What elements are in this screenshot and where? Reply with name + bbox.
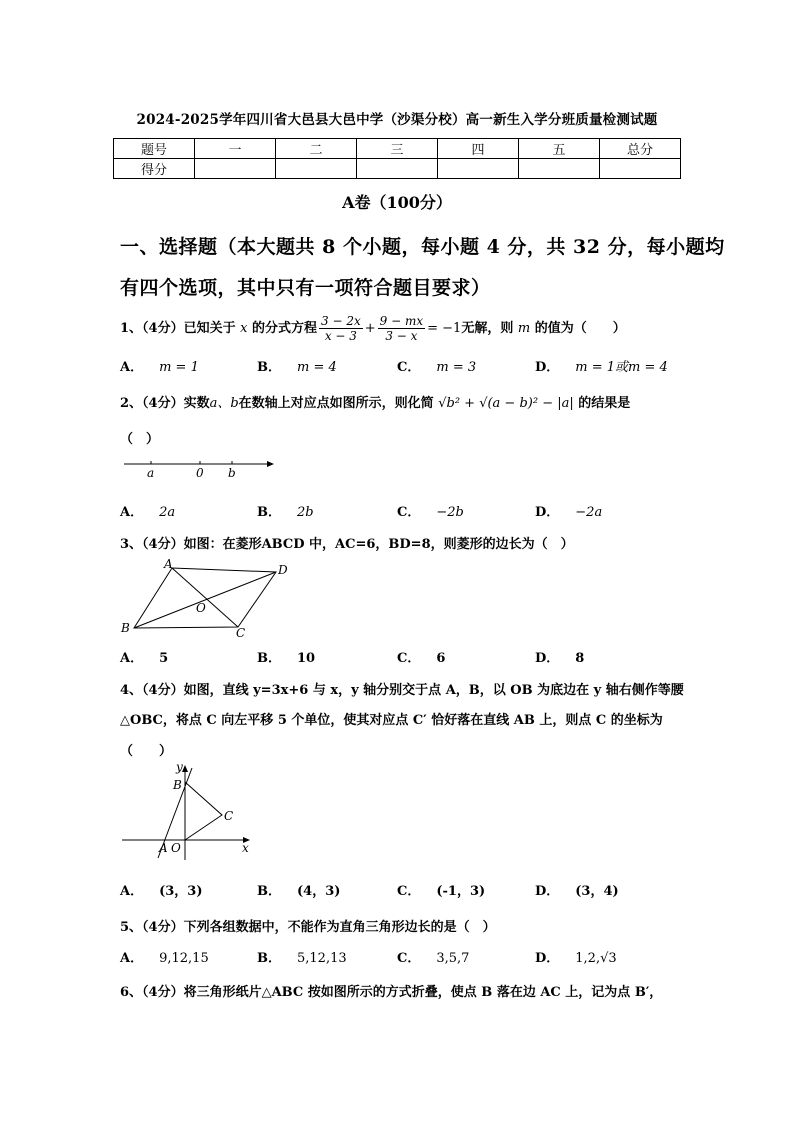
q5-option-a[interactable]: [120, 947, 209, 966]
score-row-label: 得分: [114, 159, 195, 179]
option-label: B．: [257, 505, 281, 520]
option-text: m = 4: [297, 360, 337, 375]
y-arrow-icon: [182, 765, 188, 772]
option-label: D．: [535, 951, 560, 966]
option-label: D．: [535, 651, 560, 666]
label-c: C: [236, 626, 246, 640]
score-header-cell: 五: [519, 139, 600, 159]
score-header-cell: 题号: [114, 139, 195, 159]
volume-heading: A卷（100分）: [342, 193, 452, 212]
label-a: A: [159, 841, 168, 855]
q4-option-a[interactable]: [120, 880, 203, 899]
score-cell[interactable]: [519, 159, 600, 179]
q1-var-m: m: [517, 321, 531, 336]
q2-paren: （ ）: [120, 432, 160, 447]
q2-option-a[interactable]: [120, 501, 175, 520]
option-text: 8: [575, 651, 585, 666]
option-text: −2b: [436, 505, 464, 520]
option-text: (3，3): [159, 884, 203, 899]
question-6: 6、（4分）将三角形纸片△ABC 按如图所示的方式折叠，使点 B 落在边 AC 上，记为点 B′，: [120, 985, 663, 1000]
q1-rhs: = −1: [427, 321, 462, 336]
score-cell[interactable]: [276, 159, 357, 179]
q2-option-c[interactable]: [397, 501, 464, 520]
q1-f2-num: 9 − mx: [379, 314, 424, 328]
option-text: m = 1或m = 4: [575, 360, 668, 375]
q1-fraction-2: [378, 314, 425, 343]
score-header-cell: 四: [438, 139, 519, 159]
option-text: 5: [159, 651, 169, 666]
question-4-line2: △OBC，将点 C 向左平移 5 个单位，使其对应点 C′ 恰好落在直线 AB 上，则点 C 的坐标为: [120, 713, 663, 728]
q2-expression: √b² + √(a − b)² − |a|: [438, 396, 574, 411]
score-header-cell: 一: [195, 139, 276, 159]
question-1: [120, 314, 626, 343]
option-text: 9,12,15: [159, 951, 209, 966]
q5-option-d[interactable]: [535, 947, 617, 966]
question-2: [120, 392, 630, 411]
q1-f2-den: 3 − x: [385, 329, 418, 343]
option-label: B．: [257, 360, 281, 375]
option-label: A．: [120, 951, 144, 966]
q2-suffix: 的结果是: [578, 396, 631, 411]
option-label: D．: [535, 884, 560, 899]
question-5: 5、（4分）下列各组数据中，不能作为直角三角形边长的是（ ）: [120, 920, 496, 935]
label-o: O: [171, 841, 181, 855]
option-text: m = 3: [436, 360, 477, 375]
score-table-header-row: [114, 139, 681, 159]
label-o: O: [196, 601, 206, 615]
exam-title: 2024-2025学年四川省大邑县大邑中学（沙渠分校）高一新生入学分班质量检测试题: [136, 112, 658, 128]
q1-suffix1: 无解，则: [461, 321, 514, 336]
q3-rhombus-figure: [118, 556, 298, 642]
question-3: 3、（4分）如图：在菱形ABCD 中，AC=6，BD=8，则菱形的边长为（ ）: [120, 537, 574, 552]
section-heading-line2: 有四个选项，其中只有一项符合题目要求）: [120, 277, 491, 299]
label-y: y: [176, 760, 183, 774]
option-label: C．: [397, 505, 421, 520]
q5-option-c[interactable]: [397, 947, 469, 966]
score-header-cell: 总分: [600, 139, 681, 159]
option-label: C．: [397, 951, 421, 966]
label-b: B: [121, 621, 130, 635]
label-d: D: [278, 563, 288, 577]
axis-label-0: 0: [196, 466, 204, 480]
q4-option-b[interactable]: [257, 880, 340, 899]
option-label: B．: [257, 651, 281, 666]
score-cell[interactable]: [357, 159, 438, 179]
q1-f1-num: 3 − 2x: [321, 314, 361, 328]
q3-option-b[interactable]: [257, 647, 315, 666]
option-text: 6: [436, 651, 446, 666]
q1-option-a[interactable]: [120, 356, 199, 375]
arrow-icon: [267, 461, 274, 467]
q5-option-b[interactable]: [257, 947, 347, 966]
option-label: D．: [535, 360, 560, 375]
q2-number-line-figure: [120, 455, 280, 481]
q1-prefix: 1、（4分）已知关于: [120, 321, 236, 336]
label-a: A: [164, 557, 173, 571]
q2-option-d[interactable]: [535, 501, 602, 520]
q1-suffix2: 的值为（ ）: [534, 321, 626, 336]
q1-plus: +: [364, 321, 376, 336]
axis-label-b: b: [228, 466, 236, 480]
option-label: C．: [397, 360, 421, 375]
question-4-line1: 4、（4分）如图，直线 y=3x+6 与 x，y 轴分别交于点 A，B，以 OB 为底边在 y 轴右侧作等腰: [120, 683, 684, 698]
option-label: A．: [120, 884, 144, 899]
q1-option-d[interactable]: [535, 356, 668, 375]
q1-option-b[interactable]: [257, 356, 337, 375]
q4-option-d[interactable]: [535, 880, 619, 899]
q2-mid: 在数轴上对应点如图所示，则化简: [238, 396, 434, 411]
option-label: A．: [120, 360, 144, 375]
option-label: C．: [397, 651, 421, 666]
score-cell[interactable]: [600, 159, 681, 179]
q4-coordinate-figure: [118, 760, 258, 864]
q4-option-c[interactable]: [397, 880, 485, 899]
diagonal-bd: [134, 572, 276, 628]
score-table-score-row: [114, 159, 681, 179]
q1-fraction-1: [319, 314, 363, 343]
option-text: 1,2,√3: [575, 951, 617, 966]
option-text: 10: [297, 651, 316, 666]
label-b: B: [173, 778, 182, 792]
option-label: A．: [120, 651, 144, 666]
option-text: 2a: [159, 505, 176, 520]
option-text: 2b: [297, 505, 314, 520]
q1-option-c[interactable]: [397, 356, 476, 375]
label-x: x: [242, 841, 249, 855]
score-header-cell: 二: [276, 139, 357, 159]
q2-vars: a、b: [209, 396, 239, 411]
score-table: [113, 138, 681, 179]
option-text: −2a: [575, 505, 603, 520]
score-cell[interactable]: [438, 159, 519, 179]
q2-prefix: 2、（4分）实数: [120, 396, 210, 411]
section-heading-line1: 一、选择题（本大题共 8 个小题，每小题 4 分，共 32 分，每小题均: [120, 236, 725, 258]
q2-option-b[interactable]: [257, 501, 314, 520]
diagonal-ac: [172, 568, 238, 627]
option-text: 3,5,7: [436, 951, 470, 966]
q1-f1-den: x − 3: [324, 329, 357, 343]
score-header-cell: 三: [357, 139, 438, 159]
q1-var-x: x: [240, 321, 248, 336]
q4-paren: （ ）: [120, 744, 173, 759]
option-text: (-1，3): [436, 884, 486, 899]
option-text: m = 1: [159, 360, 199, 375]
score-cell[interactable]: [195, 159, 276, 179]
q3-option-d[interactable]: [535, 647, 584, 666]
q3-option-a[interactable]: [120, 647, 168, 666]
option-label: B．: [257, 951, 281, 966]
option-label: B．: [257, 884, 281, 899]
option-text: (3，4): [575, 884, 619, 899]
option-text: (4，3): [297, 884, 341, 899]
q3-option-c[interactable]: [397, 647, 445, 666]
option-label: C．: [397, 884, 421, 899]
option-text: 5,12,13: [297, 951, 347, 966]
triangle-obc: [185, 782, 222, 840]
option-label: A．: [120, 505, 144, 520]
label-c: C: [224, 809, 234, 823]
axis-label-a: a: [147, 466, 155, 480]
q1-mid: 的分式方程: [252, 321, 318, 336]
option-label: D．: [535, 505, 560, 520]
